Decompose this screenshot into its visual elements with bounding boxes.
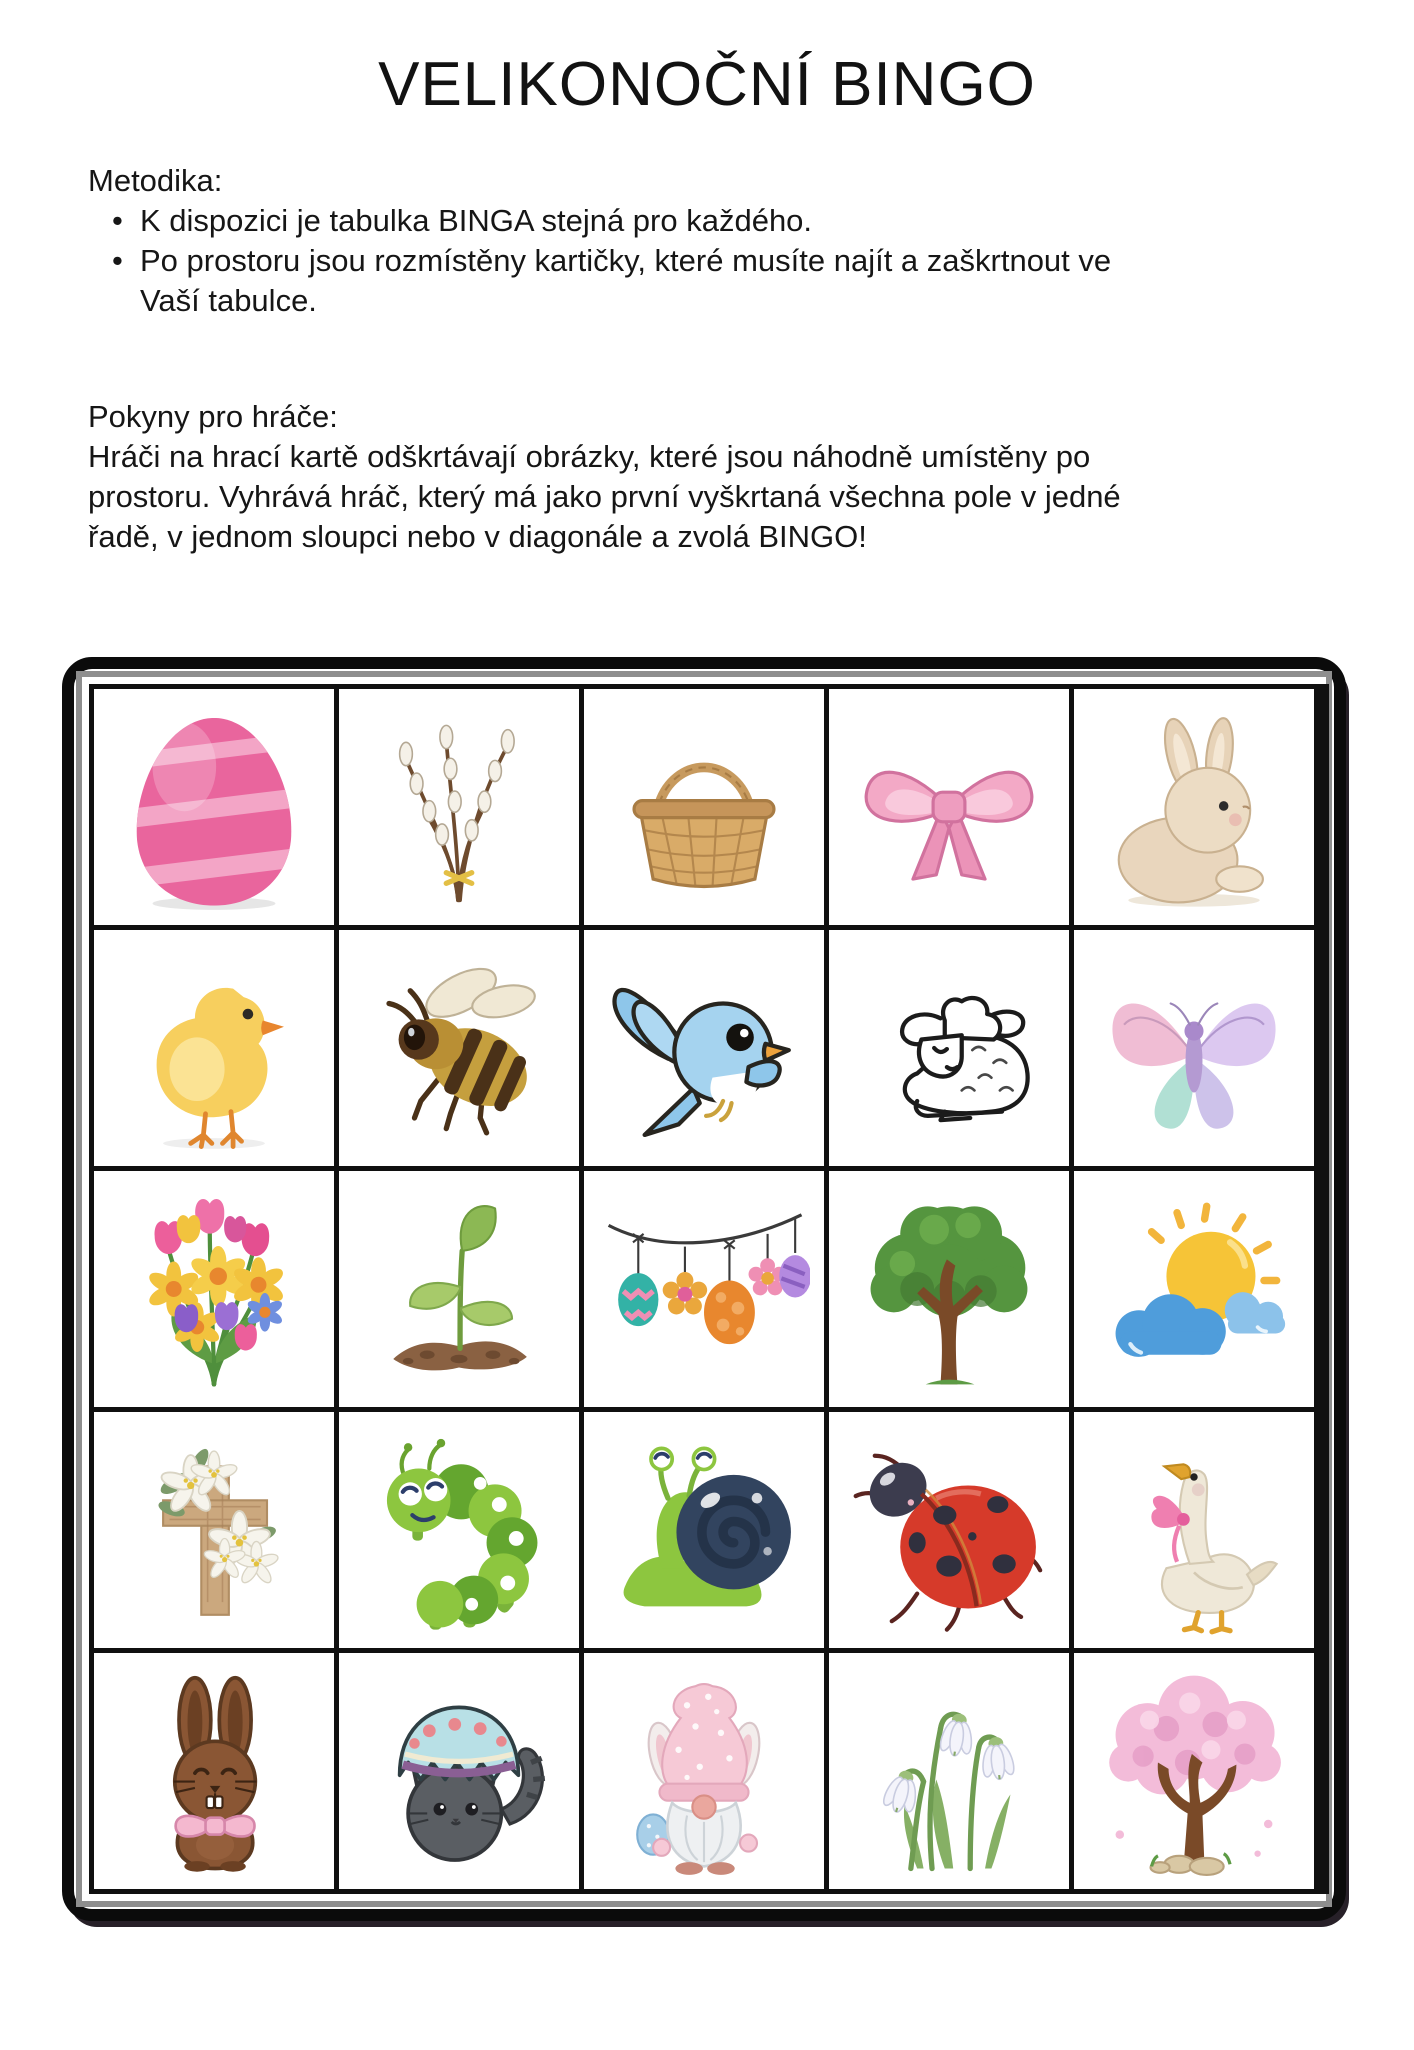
cell-tree	[829, 1171, 1069, 1407]
tree-icon	[843, 1183, 1055, 1395]
cell-pink-bow	[829, 689, 1069, 925]
snowdrops-icon	[843, 1665, 1055, 1877]
cell-ladybug	[829, 1412, 1069, 1648]
cell-pussy-willow	[339, 689, 579, 925]
pink-bow-icon	[843, 701, 1055, 913]
cell-sprout	[339, 1171, 579, 1407]
bunny-icon	[1088, 701, 1300, 913]
easter-gnome-icon	[598, 1665, 810, 1877]
sprout-icon	[353, 1183, 565, 1395]
bullet-icon: •	[112, 202, 123, 238]
bingo-board-frame	[62, 657, 1346, 1921]
bingo-grid	[89, 684, 1329, 1894]
caterpillar-icon	[353, 1424, 565, 1636]
cell-butterfly	[1074, 930, 1314, 1166]
ladybug-icon	[843, 1424, 1055, 1636]
spring-bouquet-icon	[108, 1183, 320, 1395]
cell-goose	[1074, 1412, 1314, 1648]
chocolate-bunny-icon	[108, 1665, 320, 1877]
lamb-icon	[843, 942, 1055, 1154]
cell-egg-garland	[584, 1171, 824, 1407]
cell-lamb	[829, 930, 1069, 1166]
easter-basket-icon	[598, 701, 810, 913]
blossom-tree-icon	[1088, 1665, 1300, 1877]
butterfly-icon	[1088, 942, 1300, 1154]
methodology-bullet-2-text: Po prostoru jsou rozmístěny kartičky, které musíte najít a zaškrtnout ve Vaší tabulce.	[140, 242, 1112, 318]
goose-icon	[1088, 1424, 1300, 1636]
chick-icon	[108, 942, 320, 1154]
methodology-bullet-1	[88, 201, 1128, 241]
easter-cross-icon	[108, 1424, 320, 1636]
cell-bluebird	[584, 930, 824, 1166]
cell-snowdrops	[829, 1653, 1069, 1889]
cell-sun-and-clouds	[1074, 1171, 1314, 1407]
cell-cat-in-easter-egg	[339, 1653, 579, 1889]
cell-easter-egg	[94, 689, 334, 925]
cell-spring-bouquet	[94, 1171, 334, 1407]
sun-and-clouds-icon	[1088, 1183, 1300, 1395]
snail-icon	[598, 1424, 810, 1636]
cat-in-easter-egg-icon	[353, 1665, 565, 1877]
instructions-heading: Pokyny pro hráče:	[88, 398, 338, 434]
cell-chocolate-bunny	[94, 1653, 334, 1889]
methodology-list	[88, 201, 1128, 321]
methodology-bullet-1-text: K dispozici je tabulka BINGA stejná pro každého.	[140, 202, 813, 238]
cell-easter-gnome	[584, 1653, 824, 1889]
cell-easter-cross	[94, 1412, 334, 1648]
cell-chick	[94, 930, 334, 1166]
bullet-icon: •	[112, 242, 123, 278]
page-title: VELIKONOČNÍ BINGO	[378, 50, 1036, 119]
cell-caterpillar	[339, 1412, 579, 1648]
cell-blossom-tree	[1074, 1653, 1314, 1889]
pussy-willow-icon	[353, 701, 565, 913]
easter-egg-icon	[108, 701, 320, 913]
bluebird-icon	[598, 942, 810, 1154]
egg-garland-icon	[598, 1183, 810, 1395]
instructions-body: Hráči na hrací kartě odškrtávají obrázky, které jsou náhodně umístěny po prostoru. Vyhrává hráč, který má jako první vyškrtaná všechna pole v jedné řadě, v jednom sloupci nebo v diagonále a zvolá BINGO!	[88, 438, 1121, 554]
cell-bee	[339, 930, 579, 1166]
methodology-bullet-2	[88, 241, 1128, 321]
cell-snail	[584, 1412, 824, 1648]
bingo-board-inner-frame	[76, 671, 1332, 1907]
instructions-section	[88, 397, 1128, 557]
cell-bunny	[1074, 689, 1314, 925]
cell-easter-basket	[584, 689, 824, 925]
bee-icon	[353, 942, 565, 1154]
methodology-heading: Metodika:	[88, 162, 223, 198]
methodology-section	[88, 161, 1128, 557]
